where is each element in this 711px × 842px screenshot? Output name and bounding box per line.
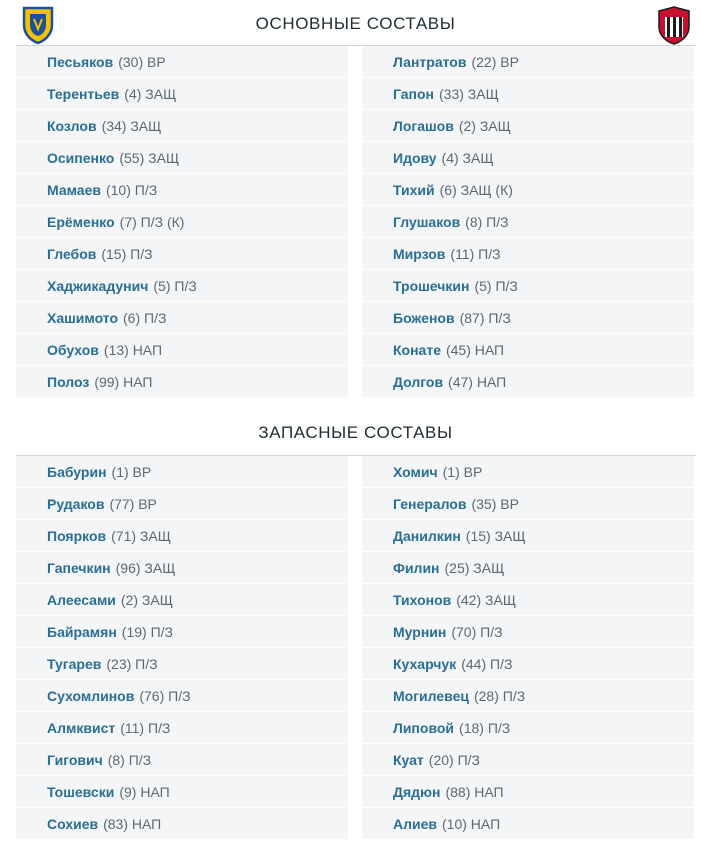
player-row bbox=[362, 110, 694, 142]
player-row bbox=[16, 456, 348, 488]
player-name-link[interactable]: Данилкин bbox=[393, 527, 461, 544]
player-number-position: (42) ЗАЩ bbox=[456, 591, 516, 608]
player-row bbox=[16, 648, 348, 680]
player-number-position: (1) ВР bbox=[442, 463, 483, 480]
player-row bbox=[16, 520, 348, 552]
player-number-position: (9) НАП bbox=[119, 783, 170, 800]
player-row bbox=[362, 776, 694, 808]
substitutes-title: ЗАПАСНЫЕ СОСТАВЫ bbox=[258, 423, 453, 442]
player-number-position: (83) НАП bbox=[103, 815, 162, 832]
player-row bbox=[362, 488, 694, 520]
away-team-logo bbox=[656, 5, 692, 45]
player-name-link[interactable]: Гапечкин bbox=[47, 559, 111, 576]
player-name-link[interactable]: Сухомлинов bbox=[47, 687, 135, 704]
player-name-link[interactable]: Липовой bbox=[393, 719, 455, 736]
player-name-link[interactable]: Байрамян bbox=[47, 623, 117, 640]
player-name-link[interactable]: Могилевец bbox=[393, 687, 469, 704]
player-name-link[interactable]: Сохиев bbox=[47, 815, 99, 832]
player-number-position: (33) ЗАЩ bbox=[439, 85, 499, 102]
player-name-link[interactable]: Осипенко bbox=[47, 149, 115, 166]
player-number-position: (5) П/З bbox=[153, 277, 197, 294]
player-name-link[interactable]: Козлов bbox=[47, 117, 97, 134]
player-name-link[interactable]: Трошечкин bbox=[393, 277, 470, 294]
player-number-position: (45) НАП bbox=[445, 341, 505, 358]
player-name-link[interactable]: Поярков bbox=[47, 527, 107, 544]
player-name-link[interactable]: Тошевски bbox=[47, 783, 115, 800]
player-name-link[interactable]: Лантратов bbox=[393, 53, 467, 70]
player-row bbox=[362, 680, 694, 712]
player-row bbox=[362, 456, 694, 488]
player-name-link[interactable]: Идову bbox=[393, 149, 437, 166]
player-number-position: (47) НАП bbox=[448, 373, 507, 390]
player-name-link[interactable]: Терентьев bbox=[47, 85, 120, 102]
player-number-position: (23) П/З bbox=[106, 655, 158, 672]
player-number-position: (88) НАП bbox=[445, 783, 504, 800]
player-row bbox=[16, 776, 348, 808]
player-number-position: (35) ВР bbox=[471, 495, 519, 512]
player-number-position: (10) НАП bbox=[442, 815, 501, 832]
player-name-link[interactable]: Филин bbox=[393, 559, 440, 576]
player-row bbox=[16, 616, 348, 648]
player-row bbox=[16, 302, 348, 334]
player-number-position: (96) ЗАЩ bbox=[115, 559, 176, 576]
player-name-link[interactable]: Мирзов bbox=[393, 245, 446, 262]
player-number-position: (34) ЗАЩ bbox=[101, 117, 162, 134]
player-name-link[interactable]: Алиев bbox=[393, 815, 438, 832]
player-number-position: (71) ЗАЩ bbox=[111, 527, 171, 544]
player-row bbox=[362, 270, 694, 302]
player-name-link[interactable]: Алмквист bbox=[47, 719, 116, 736]
player-number-position: (7) П/З (К) bbox=[119, 213, 185, 230]
player-row bbox=[16, 174, 348, 206]
player-number-position: (11) П/З bbox=[120, 719, 171, 736]
player-row bbox=[362, 366, 694, 398]
player-number-position: (4) ЗАЩ bbox=[124, 85, 177, 102]
player-name-link[interactable]: Хашимото bbox=[47, 309, 118, 326]
player-name-link[interactable]: Конате bbox=[393, 341, 441, 358]
player-name-link[interactable]: Гигович bbox=[47, 751, 103, 768]
player-row bbox=[362, 808, 694, 840]
player-number-position: (55) ЗАЩ bbox=[119, 149, 180, 166]
player-number-position: (5) П/З bbox=[474, 277, 518, 294]
player-number-position: (11) П/З bbox=[450, 245, 501, 262]
player-name-link[interactable]: Обухов bbox=[47, 341, 99, 358]
home-subs-list bbox=[16, 456, 348, 840]
home-starting-list bbox=[16, 46, 348, 398]
player-row bbox=[16, 712, 348, 744]
player-name-link[interactable]: Логашов bbox=[393, 117, 454, 134]
starting-lineups-title: ОСНОВНЫЕ СОСТАВЫ bbox=[255, 14, 456, 33]
player-number-position: (15) ЗАЩ bbox=[465, 527, 526, 544]
player-number-position: (76) П/З bbox=[139, 687, 191, 704]
player-name-link[interactable]: Кухарчук bbox=[393, 655, 457, 672]
player-row bbox=[16, 238, 348, 270]
player-row bbox=[362, 744, 694, 776]
player-name-link[interactable]: Глушаков bbox=[393, 213, 461, 230]
player-row bbox=[16, 206, 348, 238]
player-name-link[interactable]: Тихонов bbox=[393, 591, 452, 608]
player-row bbox=[362, 142, 694, 174]
player-number-position: (30) ВР bbox=[118, 53, 166, 70]
player-number-position: (25) ЗАЩ bbox=[444, 559, 505, 576]
player-number-position: (10) П/З bbox=[105, 181, 158, 198]
player-name-link[interactable]: Рудаков bbox=[47, 495, 105, 512]
player-row bbox=[362, 520, 694, 552]
away-starting-list bbox=[362, 46, 694, 398]
player-number-position: (15) П/З bbox=[101, 245, 153, 262]
player-name-link[interactable]: Ерёменко bbox=[47, 213, 115, 230]
player-row bbox=[16, 78, 348, 110]
player-row bbox=[362, 302, 694, 334]
player-row bbox=[16, 142, 348, 174]
player-name-link[interactable]: Дядюн bbox=[393, 783, 441, 800]
player-row bbox=[362, 334, 694, 366]
player-number-position: (4) ЗАЩ bbox=[441, 149, 494, 166]
player-number-position: (13) НАП bbox=[103, 341, 163, 358]
player-name-link[interactable]: Мурнин bbox=[393, 623, 447, 640]
player-number-position: (20) П/З bbox=[428, 751, 480, 768]
player-row bbox=[362, 238, 694, 270]
player-name-link[interactable]: Бабурин bbox=[47, 463, 107, 480]
player-number-position: (2) ЗАЩ bbox=[458, 117, 511, 134]
player-name-link[interactable]: Долгов bbox=[393, 373, 444, 390]
player-number-position: (19) П/З bbox=[121, 623, 173, 640]
player-row bbox=[16, 110, 348, 142]
player-row bbox=[362, 46, 694, 78]
away-subs-list bbox=[362, 456, 694, 840]
player-row bbox=[362, 616, 694, 648]
player-number-position: (99) НАП bbox=[94, 373, 153, 390]
player-name-link[interactable]: Хомич bbox=[393, 463, 438, 480]
player-name-link[interactable]: Боженов bbox=[393, 309, 455, 326]
player-row bbox=[16, 552, 348, 584]
player-row bbox=[362, 206, 694, 238]
player-row bbox=[16, 584, 348, 616]
player-row bbox=[362, 174, 694, 206]
player-number-position: (6) ЗАЩ (К) bbox=[439, 181, 513, 198]
player-name-link[interactable]: Генералов bbox=[393, 495, 467, 512]
player-number-position: (18) П/З bbox=[459, 719, 511, 736]
player-number-position: (87) П/З bbox=[459, 309, 511, 326]
player-row bbox=[16, 808, 348, 840]
player-row bbox=[362, 584, 694, 616]
player-name-link[interactable]: Песьяков bbox=[47, 53, 114, 70]
player-row bbox=[362, 552, 694, 584]
player-row bbox=[16, 366, 348, 398]
player-name-link[interactable]: Алеесами bbox=[47, 591, 116, 608]
player-name-link[interactable]: Мамаев bbox=[47, 181, 101, 198]
player-row bbox=[362, 712, 694, 744]
player-name-link[interactable]: Тугарев bbox=[47, 655, 102, 672]
player-row bbox=[16, 46, 348, 78]
player-row bbox=[16, 334, 348, 366]
player-number-position: (22) ВР bbox=[471, 53, 519, 70]
player-number-position: (77) ВР bbox=[109, 495, 157, 512]
player-name-link[interactable]: Куат bbox=[393, 751, 424, 768]
player-name-link[interactable]: Тихий bbox=[393, 181, 435, 198]
player-name-link[interactable]: Полоз bbox=[47, 373, 90, 390]
player-row bbox=[16, 488, 348, 520]
player-number-position: (44) П/З bbox=[461, 655, 513, 672]
player-name-link[interactable]: Хаджикадунич bbox=[47, 277, 149, 294]
player-number-position: (8) П/З bbox=[465, 213, 509, 230]
player-number-position: (1) ВР bbox=[111, 463, 152, 480]
player-row bbox=[16, 680, 348, 712]
player-row bbox=[362, 78, 694, 110]
player-number-position: (6) П/З bbox=[123, 309, 167, 326]
player-number-position: (2) ЗАЩ bbox=[120, 591, 173, 608]
player-row bbox=[362, 648, 694, 680]
player-row bbox=[16, 270, 348, 302]
player-number-position: (70) П/З bbox=[451, 623, 503, 640]
player-row bbox=[16, 744, 348, 776]
player-number-position: (8) П/З bbox=[107, 751, 152, 768]
player-number-position: (28) П/З bbox=[473, 687, 526, 704]
player-name-link[interactable]: Глебов bbox=[47, 245, 97, 262]
player-name-link[interactable]: Гапон bbox=[393, 85, 435, 102]
